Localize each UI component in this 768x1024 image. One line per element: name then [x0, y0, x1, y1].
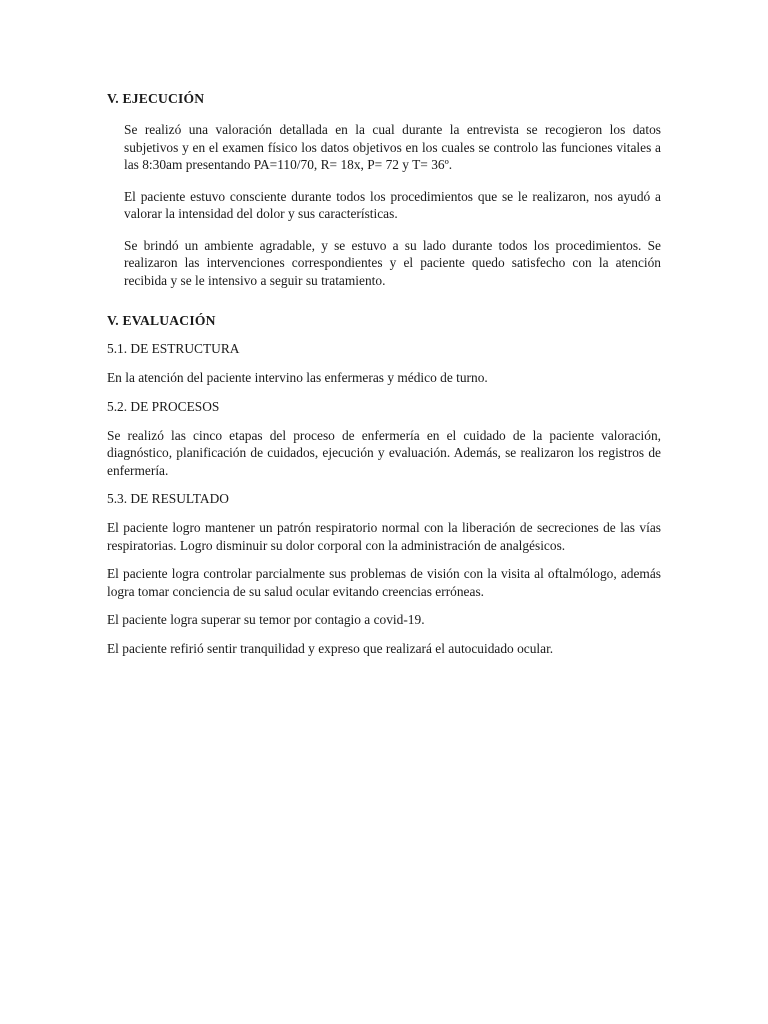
- ejecucion-paragraph-consciente: El paciente estuvo consciente durante todos los procedimientos que se le realizaron, nos ayudó a valorar la intensidad del dolor y sus características.: [124, 188, 661, 221]
- resultado-paragraph-autocuidado: El paciente refirió sentir tranquilidad y expreso que realizará el autocuidado ocular.: [107, 640, 554, 656]
- subheading-procesos: 5.2. DE PROCESOS: [107, 398, 220, 414]
- subheading-resultado: 5.3. DE RESULTADO: [107, 491, 229, 506]
- procesos-text: Se realizó las cinco etapas del proceso de enfermería en el cuidado de la paciente valoración, diagnóstico, planificación de cuidados, ejecución y evaluación. Además, se realizaron los registros de enfermería.: [107, 427, 661, 478]
- resultado-paragraph-respiratorio: El paciente logro mantener un patrón respiratorio normal con la liberación de secreciones de las vías respiratorias. Logro disminuir su dolor corporal con la administración de analgésicos.: [107, 520, 661, 553]
- resultado-paragraph-covid: El paciente logra superar su temor por contagio a covid-19.: [107, 612, 425, 627]
- ejecucion-paragraph-ambiente: Se brindó un ambiente agradable, y se estuvo a su lado durante todos los procedimientos. Se realizaron las intervenciones correspondientes y el paciente quedo satisfecho con la atención recibida y se le intensivo a seguir su tratamiento.: [124, 237, 661, 288]
- subheading-estructura: 5.1. DE ESTRUCTURA: [107, 341, 240, 356]
- ejecucion-body: [124, 121, 661, 289]
- ejecucion-paragraph-valoracion: Se realizó una valoración detallada en la cual durante la entrevista se recogieron los datos subjetivos y en el examen físico los datos objetivos en los cuales se controlo las funciones vitales a las 8:30am presentando PA=110/70, R= 18x, P= 72 y T= 36º.: [124, 122, 661, 172]
- section-heading-ejecucion: V. EJECUCIÓN: [107, 91, 205, 106]
- resultado-paragraph-vision: El paciente logra controlar parcialmente sus problemas de visión con la visita al oftalmólogo, además logra tomar conciencia de su salud ocular evitando creencias erróneas.: [107, 566, 661, 599]
- estructura-text: En la atención del paciente intervino las enfermeras y médico de turno.: [107, 370, 488, 385]
- document-page: [107, 90, 661, 668]
- section-heading-evaluacion: V. EVALUACIÓN: [107, 313, 216, 328]
